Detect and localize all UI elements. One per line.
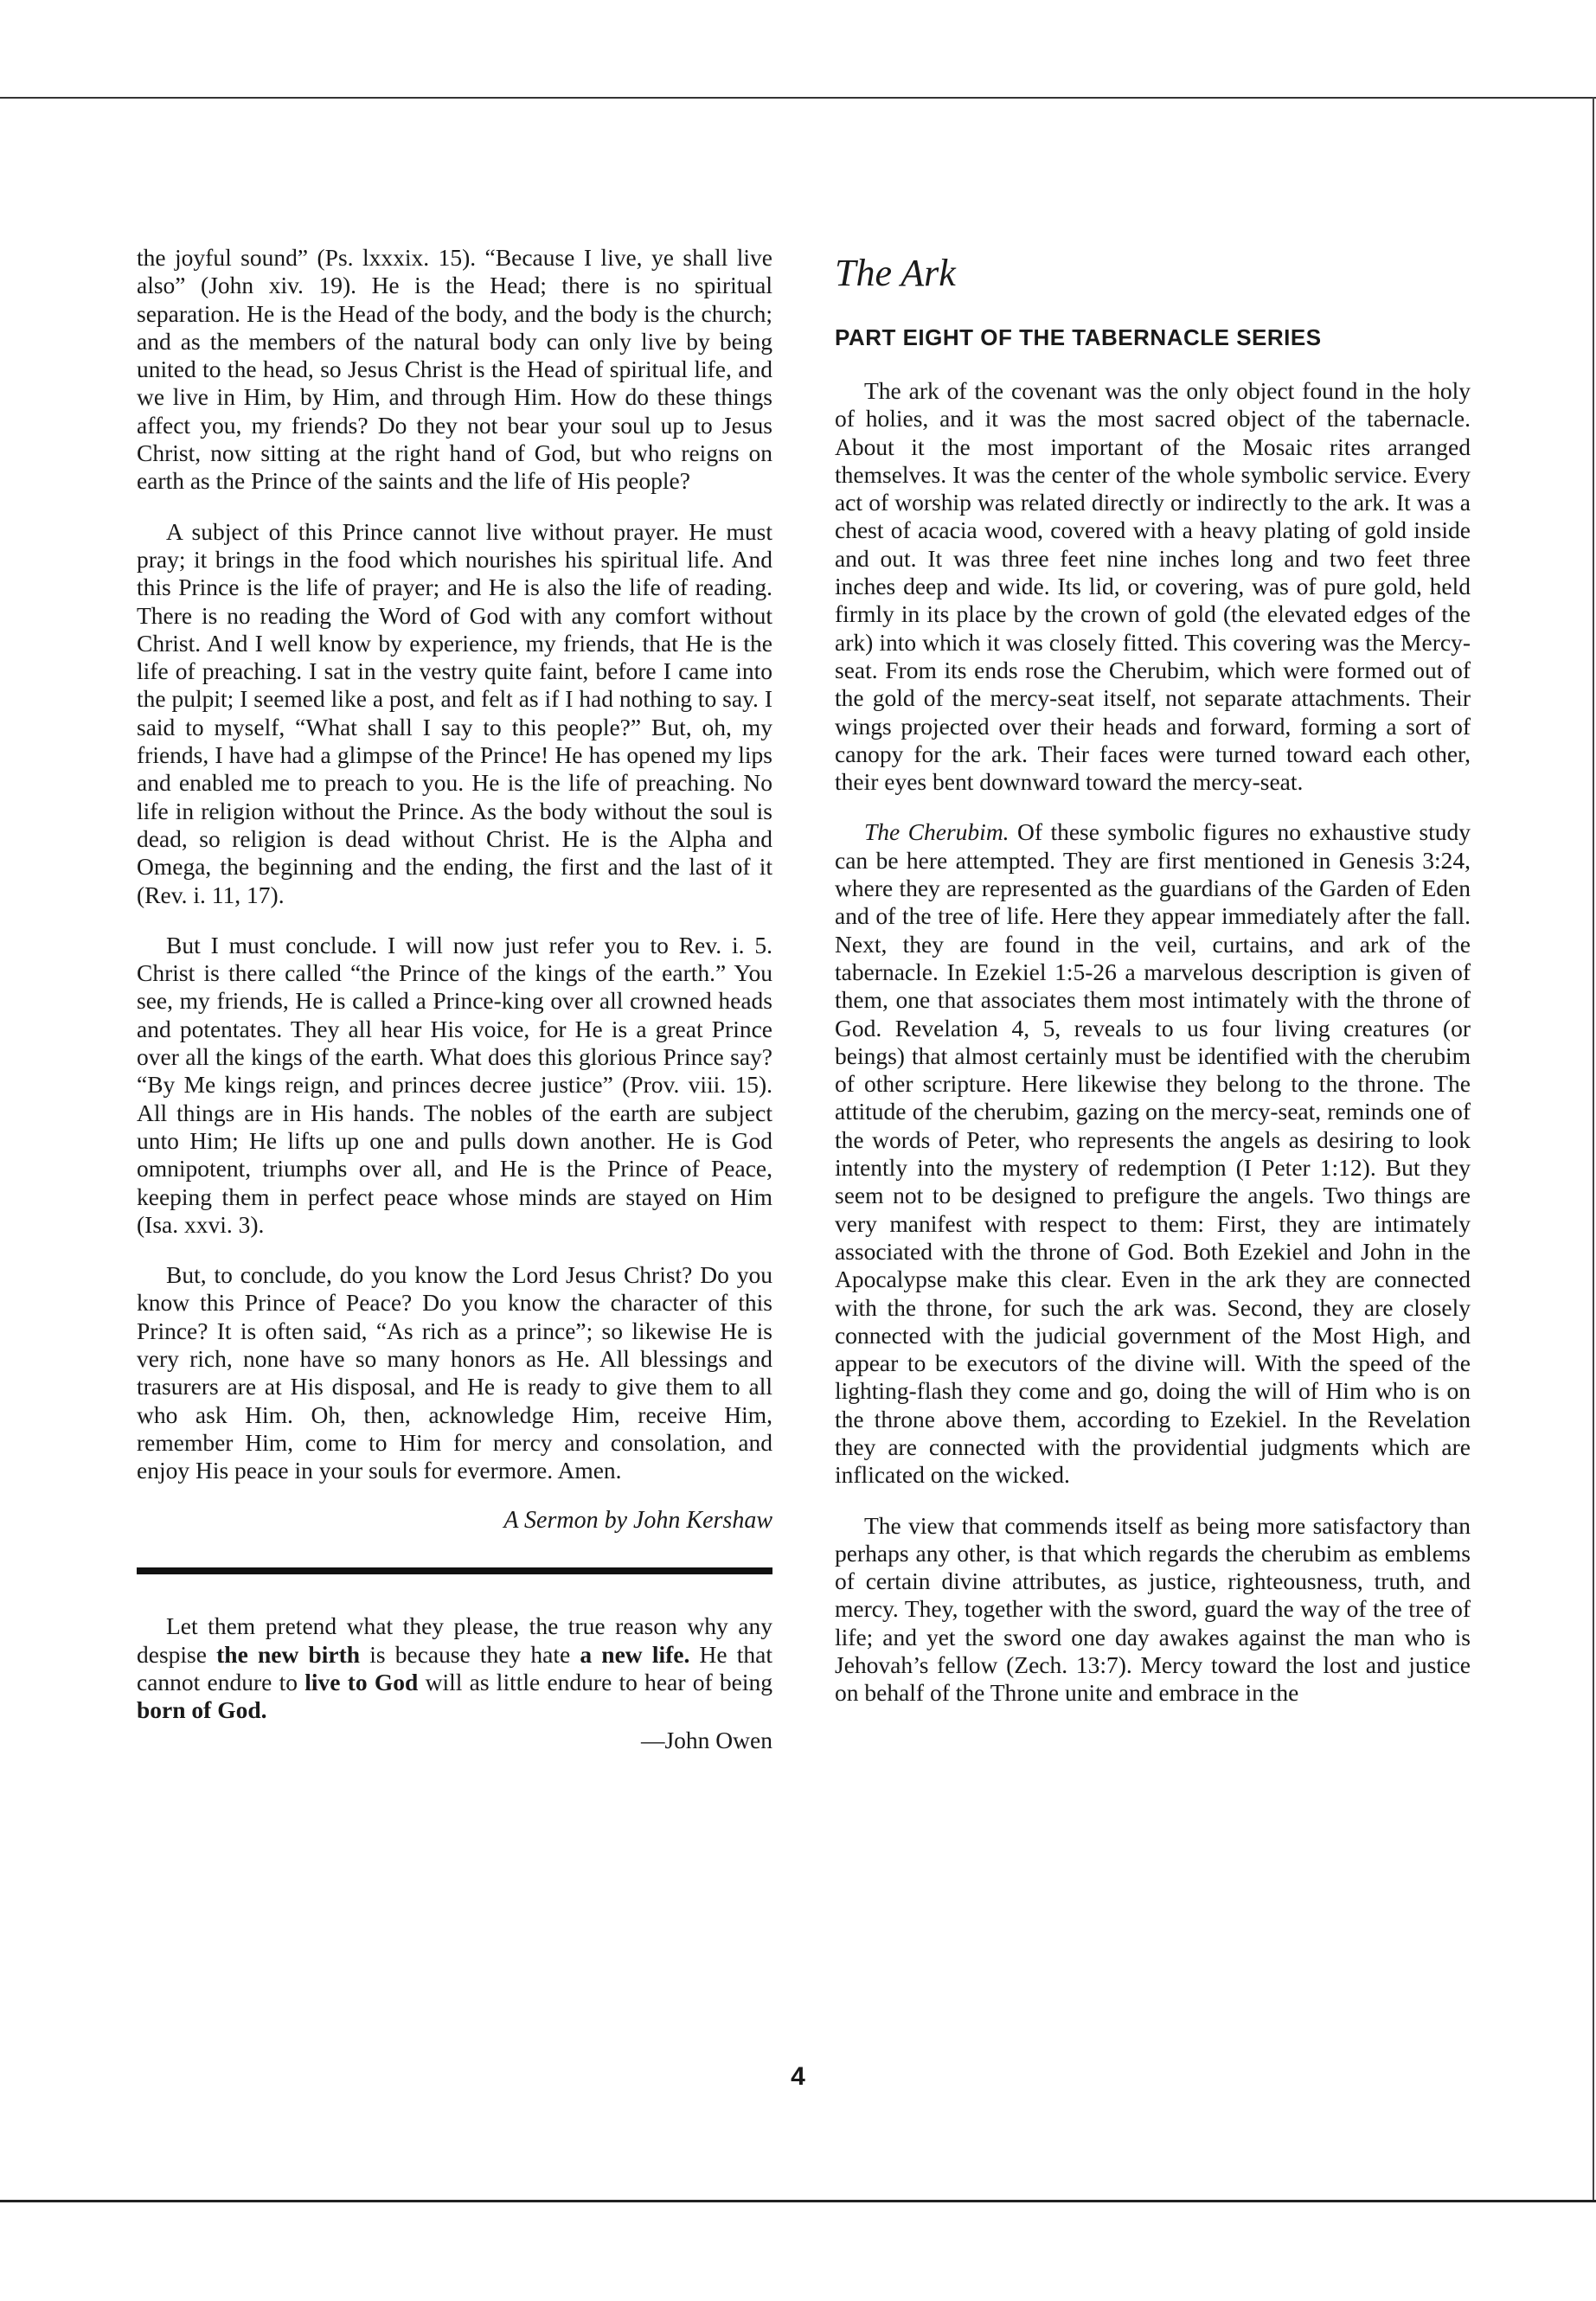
owen-quote [137, 1612, 772, 1724]
scan-edge-top [0, 97, 1596, 99]
article-paragraph: The ark of the covenant was the only object found in the holy of holies, and it was the most sacred object of the tabernacle. About it the most important of the Mosaic rites arranged themselves. It was the center of the whole symbolic service. Every act of worship was related directly or indirectly to the ark. It was a chest of acacia wood, covered with a heavy plating of gold inside and out. It was three feet nine inches long and two feet three inches deep and wide. Its lid, or covering, was of pure gold, held firmly in its place by the crown of gold (the elevated edges of the ark) into which it was closely fitted. This covering was the Mercy-seat. From its ends rose the Cherubim, which were formed out of the gold of the mercy-seat itself, not separate attachments. Their wings projected over their heads and forward, forming a sort of canopy for the ark. Their faces were turned toward each other, their eyes bent downward toward the mercy-seat. [835, 377, 1471, 796]
quote-emphasis: born of God. [137, 1696, 267, 1724]
quote-text: will as little endure to hear of being [418, 1669, 772, 1696]
right-column [835, 244, 1471, 1730]
page-number: 4 [791, 2062, 805, 2091]
quote-emphasis: a new life. [580, 1640, 690, 1668]
sermon-paragraph: A subject of this Prince cannot live without prayer. He must pray; it brings in the food which nourishes his spiritual life. And this Prince is the life of prayer; and He is also the life of reading. There is no reading the Word of God with any comfort without Christ. And I well know by experience, my friends, that He is the life of preaching. I sat in the vestry quite faint, before I came into the pulpit; I seemed like a post, and felt as if I had nothing to say. I said to myself, “What shall I say to this people?” But, oh, my friends, I have had a glimpse of the Prince! He has opened my lips and enabled me to preach to you. He is the life of preaching. No life in religion without the Prince. As the body without the soul is dead, so religion is dead without Christ. He is the Alpha and Omega, the beginning and the ending, the first and the last of it (Rev. i. 11, 17). [137, 517, 772, 908]
article-title: The Ark [835, 252, 956, 294]
quote-text: He that cannot endure to [137, 1640, 772, 1696]
cherubim-heading: The Cherubim. [864, 818, 1010, 846]
sermon-signature: A Sermon by John Kershaw [503, 1507, 772, 1535]
sermon-paragraph: the joyful sound” (Ps. lxxxix. 15). “Because I live, ye shall live also” (John xiv. 19). He is the Head; there is no spiritual separation. He is the Head of the body, and the body is the church; and as the members of the natural body can only live by being united to the head, so Jesus Christ is the Head of spiritual life, and we live in Him, by Him, and through Him. How do these things affect you, my friends? Do they not bear your soul up to Jesus Christ, now sitting at the right hand of God, but who reigns on earth as the Prince of the saints and the life of His people? [137, 244, 772, 495]
quote-emphasis: the new birth [216, 1640, 361, 1668]
section-divider [137, 1567, 772, 1574]
scan-edge-bottom [0, 2200, 1596, 2202]
sermon-paragraph: But I must conclude. I will now just refer you to Rev. i. 5. Christ is there called “the Prince of the kings of the earth.” You see, my friends, He is called a Prince-king over all crowned heads and potentates. They all hear His voice, for He is a great Prince over all the kings of the earth. What does this glorious Prince say? “By Me kings reign, and princes decree justice” (Prov. viii. 15). All things are in His hands. The nobles of the earth are subject unto Him; He lifts up one and pulls down another. He is God omnipotent, triumphs over all, and He is the Prince of Peace, keeping them in perfect peace whose minds are stayed on Him (Isa. xxvi. 3). [137, 931, 772, 1238]
cherubim-text: Of these symbolic figures no exhaustive study can be here attempted. They are first mentioned in Genesis 3:24, where they are represented as the guardians of the Garden of Eden and of the tree of life. Here they appear immediately after the fall. Next, they are found in the veil, curtains, and ark of the tabernacle. In Ezekiel 1:5-26 a marvelous description is given of them, one that associates them most intimately with the throne of God. Revelation 4, 5, reveals to us four living creatures (or beings) that almost certainly must be identified with the cherubim of other scripture. Here likewise they belong to the throne. The attitude of the cherubim, gazing on the mercy-seat, reminds one of the words of Peter, who represents the angels as desiring to look intently into the mystery of redemption (I Peter 1:12). But they seem not to be designed to prefigure the angels. Two things are very manifest with respect to them: First, they are intimately associated with the throne of God. Both Ezekiel and John in the Apocalypse make this clear. Even in the ark they are connected with the throne, for such the ark was. Second, they are closely connected with the judicial government of the Most High, and appear to be executors of the divine will. With the speed of the lighting-flash they come and go, doing the will of Him who is on the throne above them, according to Ezekiel. In the Revelation they are connected with the providential judgments which are inflicated on the wicked. [835, 818, 1471, 1489]
sermon-paragraph: But, to conclude, do you know the Lord Jesus Christ? Do you know this Prince of Peace? Do you know the character of this Prince? It is often said, “As rich as a prince”; so likewise He is very rich, none have so many honors as He. All blessings and trasurers are at His disposal, and He is ready to give them to all who ask Him. Oh, then, acknowledge Him, receive Him, remember Him, come to Him for mercy and consolation, and enjoy His peace in your souls for evermore. Amen. [137, 1261, 772, 1484]
quote-emphasis: live to God [304, 1669, 419, 1696]
scan-edge-right [1593, 97, 1594, 2200]
quote-text: is because they hate [360, 1640, 580, 1668]
cherubim-paragraph [835, 818, 1471, 1489]
left-column [137, 244, 772, 1754]
article-paragraph: The view that commends itself as being more satisfactory than perhaps any other, is that which regards the cherubim as emblems of certain divine attributes, as justice, righteousness, truth, and mercy. They, together with the sword, guard the way of the tree of life; and yet the sword one day awakes against the man who is Jehovah’s fellow (Zech. 13:7). Mercy toward the lost and justice on behalf of the Throne unite and embrace in the [835, 1511, 1471, 1707]
quote-text: Let them pretend what they please, the true reason why any despise [137, 1612, 772, 1668]
article-subtitle: PART EIGHT OF THE TABERNACLE SERIES [835, 324, 1322, 350]
quote-attribution: —John Owen [640, 1726, 772, 1753]
